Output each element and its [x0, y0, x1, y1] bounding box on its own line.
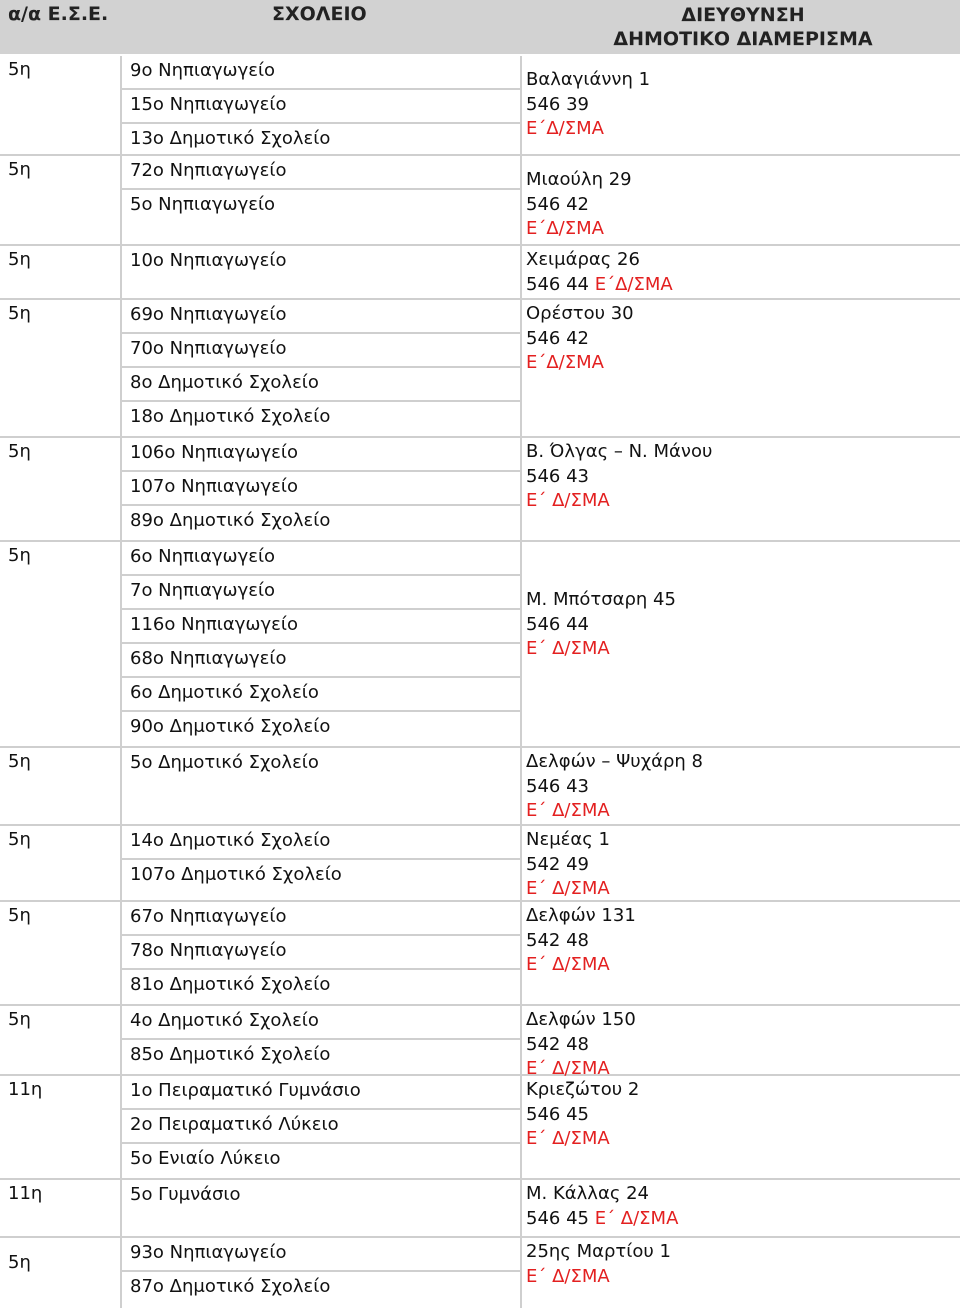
school-name: 116ο Νηπιαγωγείο	[122, 610, 520, 644]
district-label: Ε΄Δ/ΣΜΑ	[526, 218, 604, 239]
table-row	[0, 438, 960, 542]
school-name: 78ο Νηπιαγωγείο	[122, 936, 520, 970]
school-name: 87ο Δημοτικό Σχολείο	[130, 1276, 331, 1297]
school-name: 5ο Γυμνάσιο	[130, 1184, 241, 1205]
district-label: Ε΄ Δ/ΣΜΑ	[526, 1058, 610, 1079]
table-row	[0, 300, 960, 438]
address-line: 546 42	[526, 193, 589, 215]
grade-cell: 5η	[8, 829, 31, 850]
address-line: 546 44 Ε΄Δ/ΣΜΑ	[526, 273, 673, 295]
address-cell	[526, 1182, 678, 1231]
school-name: 90ο Δημοτικό Σχολείο	[130, 716, 331, 737]
school-name: 72ο Νηπιαγωγείο	[122, 156, 520, 190]
district-label: Ε΄ Δ/ΣΜΑ	[588, 1207, 679, 1229]
column-divider	[520, 300, 522, 436]
address-line: Χειμάρας 26	[526, 249, 640, 270]
school-name: 69ο Νηπιαγωγείο	[122, 300, 520, 334]
address-cell	[526, 588, 676, 662]
table-row	[0, 748, 960, 826]
school-name: 7ο Νηπιαγωγείο	[122, 576, 520, 610]
school-name: 10ο Νηπιαγωγείο	[130, 250, 287, 271]
address-cell	[526, 750, 703, 824]
table-row	[0, 1076, 960, 1180]
address-cell	[526, 828, 610, 902]
district-label: Ε΄ Δ/ΣΜΑ	[526, 638, 610, 659]
address-line: 546 39	[526, 93, 589, 115]
address-line: 542 48	[526, 929, 589, 951]
address-line: 546 42	[526, 327, 589, 349]
address-cell	[526, 904, 636, 978]
header-col-address: ΔΙΕΥΘΥΝΣΗ ΔΗΜΟΤΙΚΟ ΔΙΑΜΕΡΙΣΜΑ	[613, 4, 873, 50]
header-col-school: ΣΧΟΛΕΙΟ	[272, 3, 367, 25]
school-name: 89ο Δημοτικό Σχολείο	[130, 510, 331, 531]
grade-cell: 5η	[8, 303, 31, 324]
district-label: Ε΄Δ/ΣΜΑ	[526, 118, 604, 139]
address-cell	[526, 248, 673, 297]
table-row	[0, 246, 960, 300]
grade-cell: 5η	[8, 545, 31, 566]
table-row	[0, 1006, 960, 1079]
grade-cell: 5η	[8, 441, 31, 462]
column-divider	[520, 748, 522, 824]
grade-cell: 5η	[8, 159, 31, 180]
address-line: Βαλαγιάννη 1	[526, 69, 651, 90]
school-name: 81ο Δημοτικό Σχολείο	[130, 974, 331, 995]
column-divider	[520, 438, 522, 540]
table-header	[0, 0, 960, 56]
school-name: 13ο Δημοτικό Σχολείο	[130, 128, 331, 149]
school-name: 106ο Νηπιαγωγείο	[122, 438, 520, 472]
address-line: Δελφών 131	[526, 905, 636, 926]
address-cell	[526, 440, 712, 514]
address-cell	[526, 68, 650, 142]
grade-cell: 11η	[8, 1183, 43, 1204]
grade-cell: 5η	[8, 59, 31, 80]
grade-cell: 5η	[8, 751, 31, 772]
address-cell	[526, 1078, 639, 1152]
header-col-grade: α/α Ε.Σ.Ε.	[8, 3, 109, 25]
school-name: 18ο Δημοτικό Σχολείο	[130, 406, 331, 427]
address-line: Ορέστου 30	[526, 303, 634, 324]
table-row	[0, 156, 960, 246]
address-line: 542 48	[526, 1033, 589, 1055]
address-line: Δελφών 150	[526, 1009, 636, 1030]
school-name: 6ο Δημοτικό Σχολείο	[122, 678, 520, 712]
column-divider	[520, 246, 522, 298]
address-line: Μ. Μπότσαρη 45	[526, 589, 676, 610]
grade-cell: 5η	[8, 905, 31, 926]
address-line: Μιαούλη 29	[526, 169, 632, 190]
school-name: 14ο Δημοτικό Σχολείο	[122, 826, 520, 860]
column-divider	[520, 156, 522, 244]
address-line: 546 45	[526, 1103, 589, 1125]
table-row	[0, 1238, 960, 1308]
grade-cell: 5η	[8, 249, 31, 270]
school-name: 9ο Νηπιαγωγείο	[122, 56, 520, 90]
column-divider	[520, 56, 522, 154]
school-name: 67ο Νηπιαγωγείο	[122, 902, 520, 936]
school-name: 2ο Πειραματικό Λύκειο	[122, 1110, 520, 1144]
district-label: Ε΄ Δ/ΣΜΑ	[526, 954, 610, 975]
school-name: 5ο Δημοτικό Σχολείο	[130, 752, 319, 773]
district-label: Ε΄Δ/ΣΜΑ	[588, 273, 673, 295]
grade-cell: 11η	[8, 1079, 43, 1100]
column-divider	[520, 1238, 522, 1308]
school-name: 85ο Δημοτικό Σχολείο	[130, 1044, 331, 1065]
district-label: Ε΄Δ/ΣΜΑ	[526, 352, 604, 373]
district-label: Ε΄ Δ/ΣΜΑ	[526, 878, 610, 899]
address-cell	[526, 302, 634, 376]
address-line: 546 43	[526, 775, 589, 797]
table-row	[0, 56, 960, 156]
column-divider	[520, 1006, 522, 1074]
school-name: 1ο Πειραματικό Γυμνάσιο	[122, 1076, 520, 1110]
school-name: 93ο Νηπιαγωγείο	[122, 1238, 520, 1272]
address-line: 546 44	[526, 613, 589, 635]
address-line: Κριεζώτου 2	[526, 1079, 640, 1100]
school-name: 4ο Δημοτικό Σχολείο	[122, 1006, 520, 1040]
grade-cell: 5η	[8, 1252, 31, 1273]
address-line: 25ης Μαρτίου 1	[526, 1241, 671, 1262]
school-name: 70ο Νηπιαγωγείο	[122, 334, 520, 368]
column-divider	[520, 902, 522, 1004]
district-label: Ε΄ Δ/ΣΜΑ	[526, 490, 610, 511]
school-name: 107ο Δημοτικό Σχολείο	[130, 864, 342, 885]
address-cell	[526, 1240, 671, 1289]
column-divider	[520, 826, 522, 900]
column-divider	[520, 1076, 522, 1178]
address-cell	[526, 168, 632, 242]
district-label: Ε΄ Δ/ΣΜΑ	[526, 1128, 610, 1149]
school-name: 5ο Νηπιαγωγείο	[130, 194, 276, 215]
column-divider	[520, 1180, 522, 1236]
district-label: Ε΄ Δ/ΣΜΑ	[526, 1265, 610, 1287]
table-row	[0, 542, 960, 748]
school-name: 15ο Νηπιαγωγείο	[122, 90, 520, 124]
address-line: Νεμέας 1	[526, 829, 610, 850]
address-line: 546 45 Ε΄ Δ/ΣΜΑ	[526, 1207, 679, 1229]
school-name: 6ο Νηπιαγωγείο	[122, 542, 520, 576]
address-cell	[526, 1008, 636, 1082]
school-name: 107ο Νηπιαγωγείο	[122, 472, 520, 506]
address-line: 542 49	[526, 853, 589, 875]
table-row	[0, 902, 960, 1006]
grade-cell: 5η	[8, 1009, 31, 1030]
table-row	[0, 1180, 960, 1238]
school-name: 8ο Δημοτικό Σχολείο	[122, 368, 520, 402]
school-name: 68ο Νηπιαγωγείο	[122, 644, 520, 678]
address-line: Β. Όλγας – Ν. Μάνου	[526, 441, 713, 462]
district-label: Ε΄ Δ/ΣΜΑ	[526, 800, 610, 821]
table-row	[0, 826, 960, 902]
address-line: Δελφών – Ψυχάρη 8	[526, 751, 703, 772]
school-name: 5ο Ενιαίο Λύκειο	[130, 1148, 281, 1169]
address-line: Μ. Κάλλας 24	[526, 1183, 650, 1204]
column-divider	[520, 542, 522, 746]
address-line: 546 43	[526, 465, 589, 487]
